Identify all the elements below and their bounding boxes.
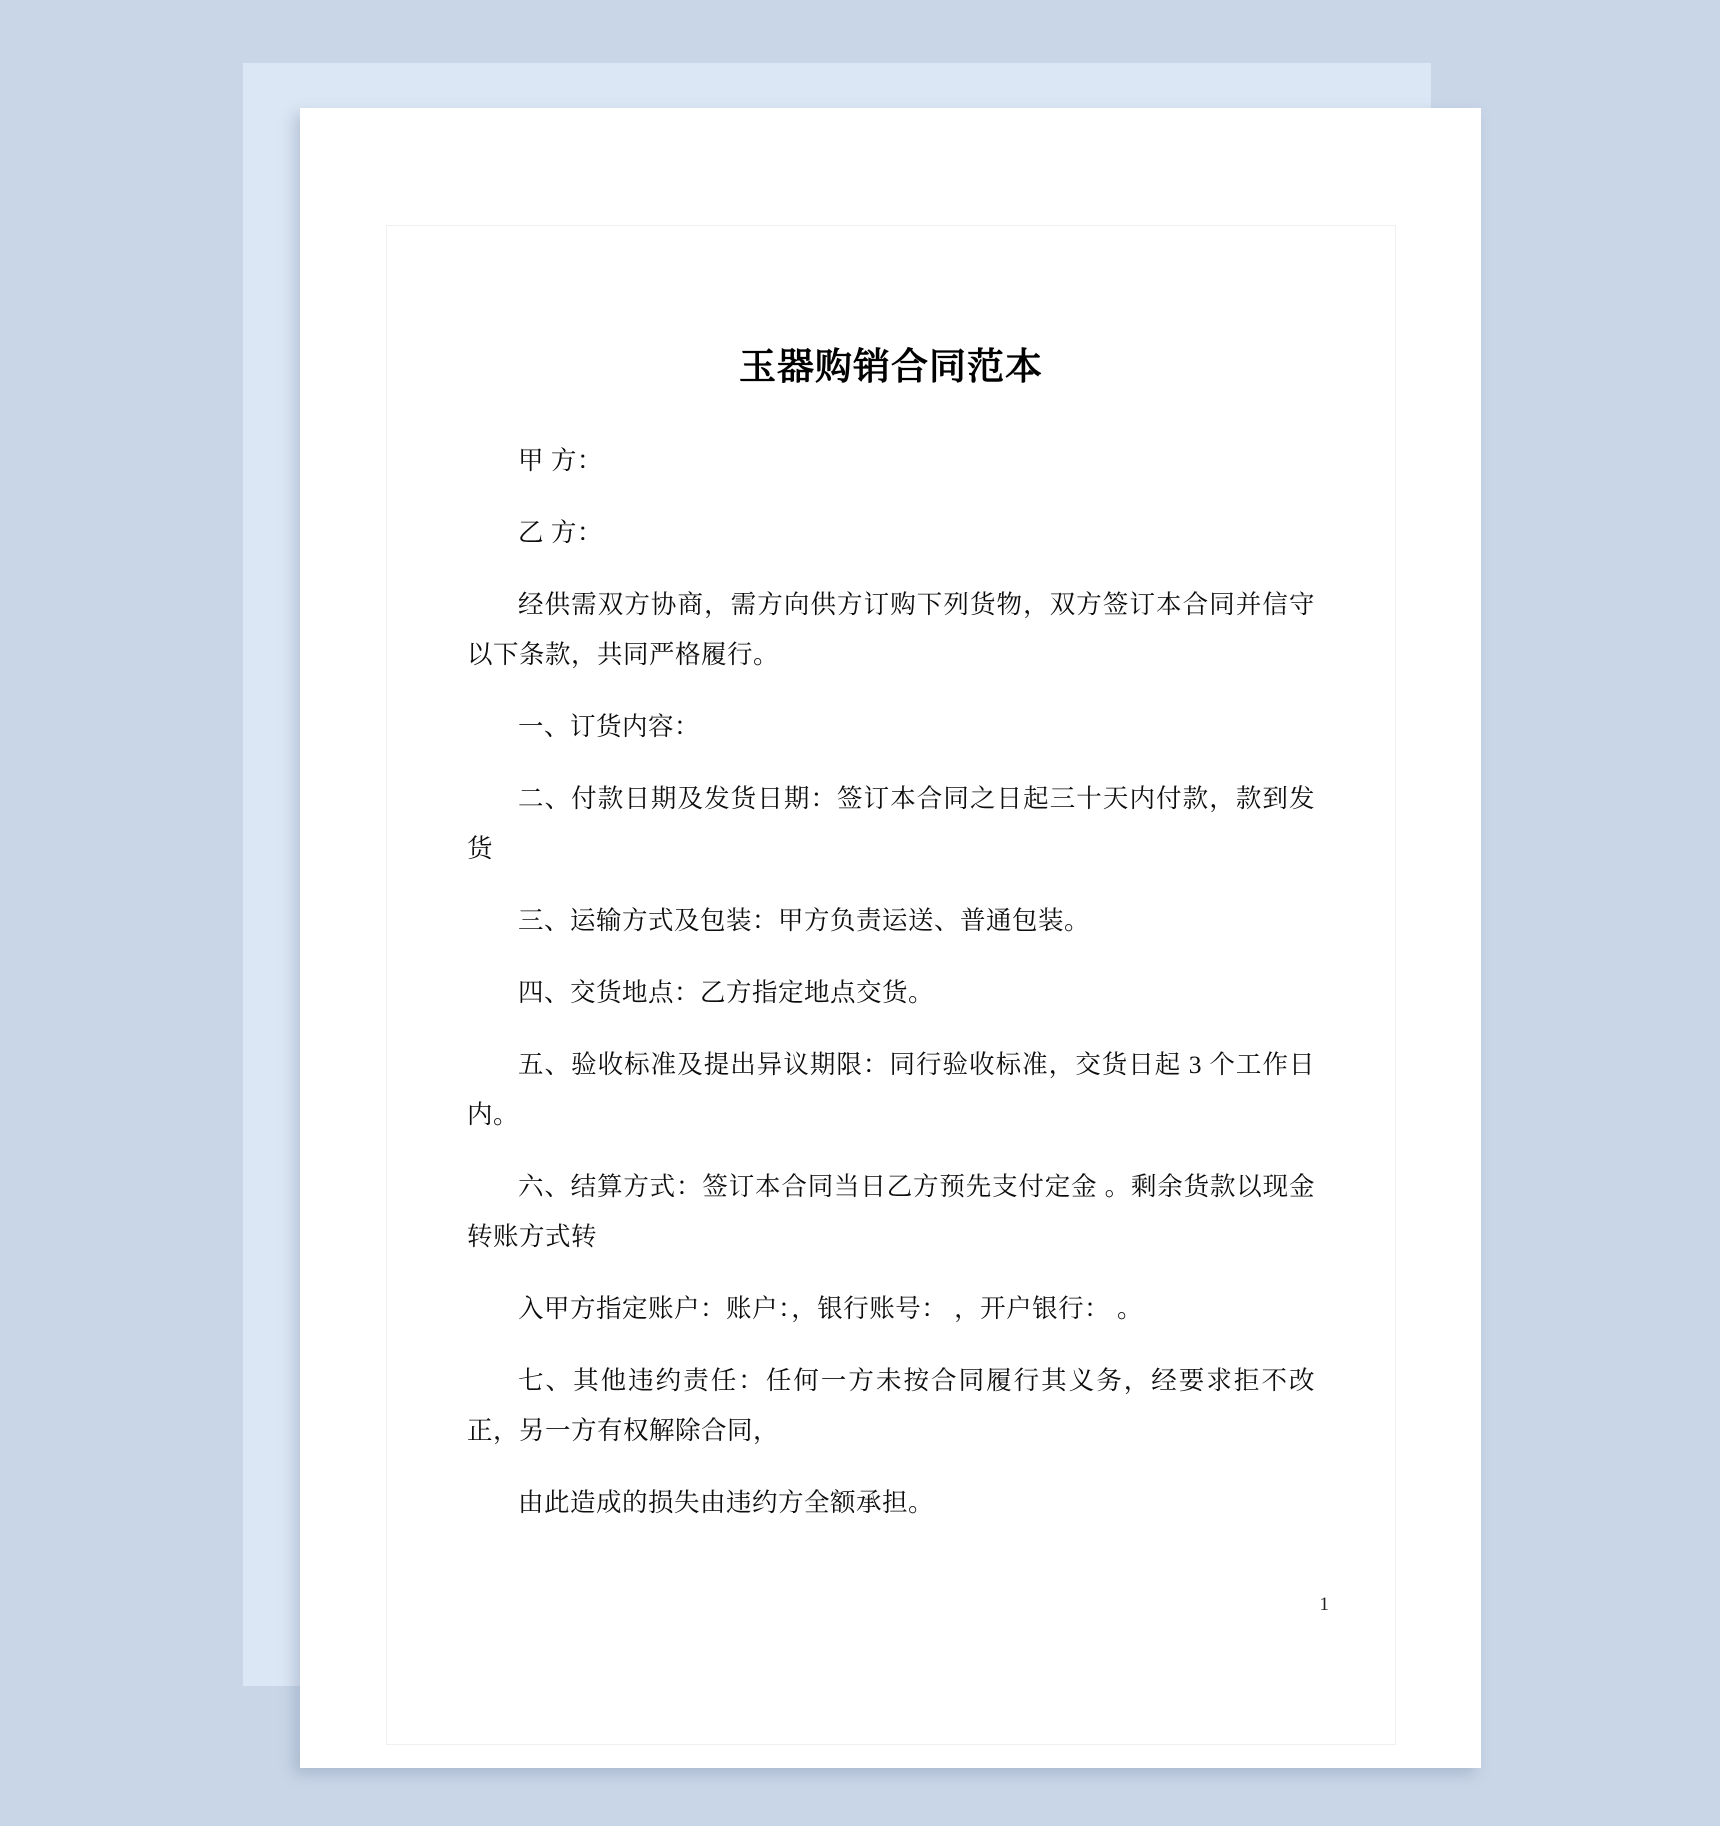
- paragraph-preamble: 经供需双方协商，需方向供方订购下列货物，双方签订本合同并信守以下条款，共同严格履行。: [467, 590, 1315, 669]
- content-frame: [386, 225, 1396, 1745]
- paragraph-clause-1: 一、订货内容：: [518, 712, 701, 741]
- paragraph-loss-liability: 由此造成的损失由违约方全额承担。: [518, 1488, 935, 1517]
- document-page: [300, 108, 1481, 1768]
- paragraph-clause-5: 五、验收标准及提出异议期限：同行验收标准，交货日起 3 个工作日内。: [467, 1050, 1315, 1129]
- paragraph-account-info: 入甲方指定账户：账户：，银行账号： ，开户银行： 。: [518, 1294, 1144, 1323]
- paragraph-clause-2: 二、付款日期及发货日期：签订本合同之日起三十天内付款，款到发货: [467, 784, 1315, 863]
- paragraph-clause-7: 七、其他违约责任：任何一方未按合同履行其义务，经要求拒不改正，另一方有权解除合同，: [467, 1366, 1315, 1445]
- document-body: [387, 436, 1395, 1528]
- paragraph-clause-4: 四、交货地点：乙方指定地点交货。: [518, 978, 935, 1007]
- paragraph-party-b: 乙 方：: [518, 518, 603, 547]
- paragraph-clause-6: 六、结算方式：签订本合同当日乙方预先支付定金 。剩余货款以现金转账方式转: [467, 1172, 1315, 1251]
- page-number: 1: [1319, 1594, 1329, 1615]
- paragraph-party-a: 甲 方：: [518, 446, 603, 475]
- page-title: 玉器购销合同范本: [739, 345, 1043, 388]
- paragraph-clause-3: 三、运输方式及包装：甲方负责运送、普通包装。: [518, 906, 1091, 935]
